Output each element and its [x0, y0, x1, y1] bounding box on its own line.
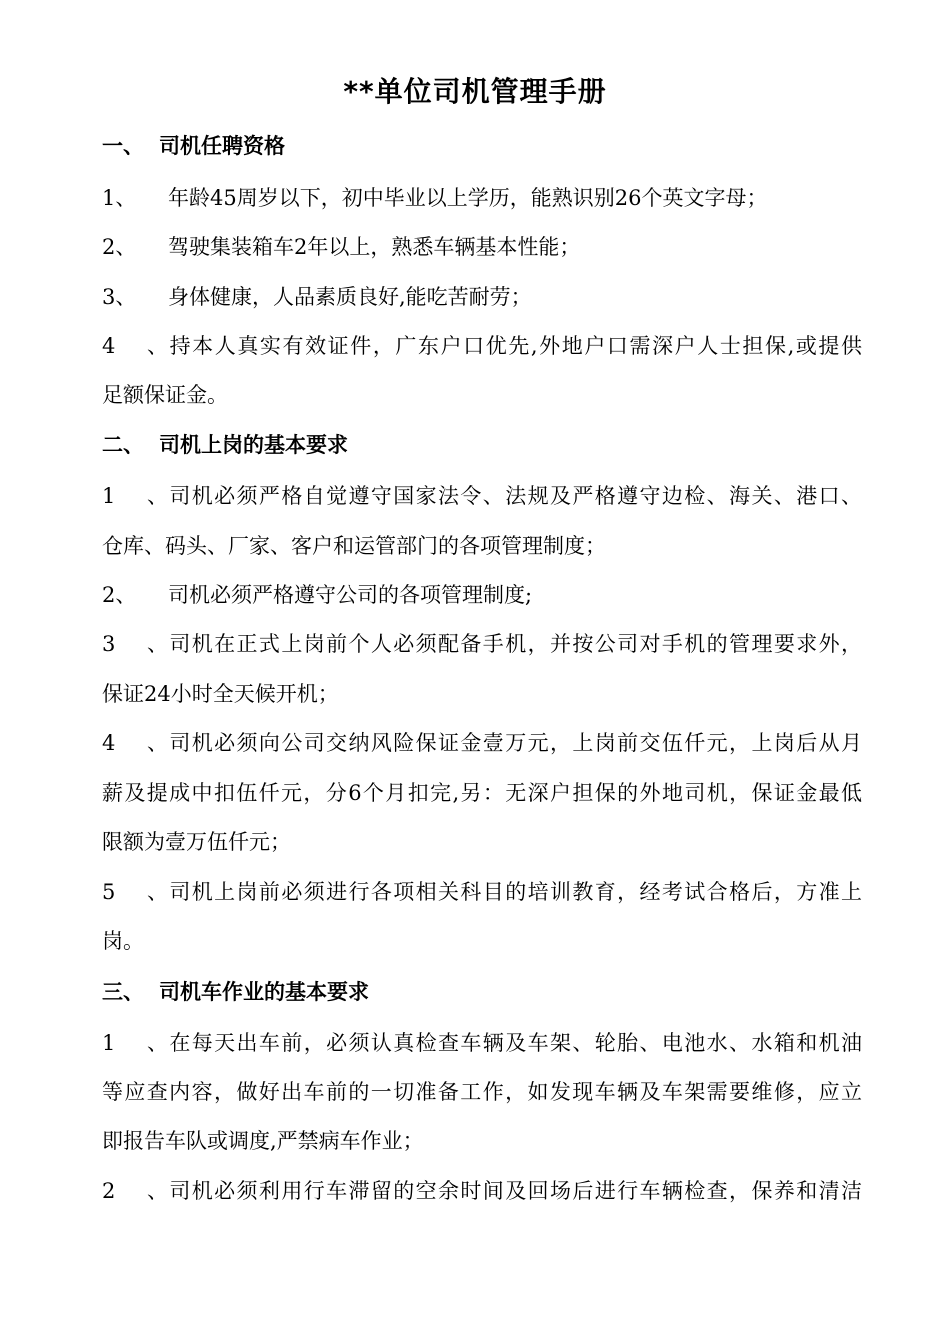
item-number: 4、: [102, 334, 168, 358]
item-continuation: 薪及提成中扣伍仟元，分6个月扣完,另：无深户担保的外地司机，保证金最低: [102, 781, 862, 805]
item-text: 持本人真实有效证件，广东户口优先,外地户口需深户人士担保,或提供: [168, 334, 862, 358]
section-title: 司机任聘资格: [159, 134, 285, 158]
item-continuation: 岗。: [102, 929, 144, 953]
item-continuation: 限额为壹万伍仟元；: [102, 830, 291, 854]
item-text: 司机必须严格自觉遵守国家法令、法规及严格遵守边检、海关、港口、: [168, 484, 862, 508]
list-item: [102, 330, 862, 362]
item-continuation: 即报告车队或调度,严禁病车作业；: [102, 1129, 424, 1153]
page-title: **单位司机管理手册: [343, 75, 607, 108]
list-item: [102, 727, 862, 759]
item-number: 4、: [102, 731, 168, 755]
item-text: 司机必须严格遵守公司的各项管理制度;: [168, 583, 533, 607]
item-text: 年龄45周岁以下，初中毕业以上学历，能熟识别26个英文字母；: [168, 186, 768, 210]
item-continuation: 仓库、码头、厂家、客户和运管部门的各项管理制度；: [102, 534, 606, 558]
list-item: [102, 281, 862, 313]
item-continuation: 等应查内容，做好出车前的一切准备工作，如发现车辆及车架需要维修，应立: [102, 1080, 862, 1104]
item-number: 1、: [102, 484, 168, 508]
item-number: 2、: [102, 583, 137, 607]
section-heading-1: [102, 130, 862, 162]
item-number: 5、: [102, 880, 168, 904]
item-text: 身体健康，人品素质良好,能吃苦耐劳；: [168, 285, 532, 309]
item-text: 司机在正式上岗前个人必须配备手机，并按公司对手机的管理要求外，: [168, 632, 862, 656]
section-heading-3: [102, 976, 862, 1008]
section-title: 司机车作业的基本要求: [159, 980, 369, 1004]
item-number: 1、: [102, 186, 137, 210]
section-number: 三、: [102, 980, 144, 1004]
section-title: 司机上岗的基本要求: [159, 433, 348, 457]
section-number: 一、: [102, 134, 144, 158]
list-item: [102, 1027, 862, 1059]
list-item: [102, 231, 862, 263]
section-number: 二、: [102, 433, 144, 457]
item-number: 1、: [102, 1031, 168, 1055]
item-text: 在每天出车前，必须认真检查车辆及车架、轮胎、电池水、水箱和机油: [168, 1031, 862, 1055]
list-item: [102, 628, 862, 660]
item-text: 司机必须利用行车滞留的空余时间及回场后进行车辆检查，保养和清洁: [168, 1179, 862, 1203]
item-continuation: 足额保证金。: [102, 383, 228, 407]
list-item: [102, 182, 862, 214]
item-continuation: 保证24小时全天候开机；: [102, 682, 339, 706]
list-item: [102, 579, 862, 611]
item-text: 驾驶集装箱车2年以上，熟悉车辆基本性能；: [168, 235, 581, 259]
section-heading-2: [102, 429, 862, 461]
item-text: 司机上岗前必须进行各项相关科目的培训教育，经考试合格后，方准上: [168, 880, 862, 904]
item-text: 司机必须向公司交纳风险保证金壹万元，上岗前交伍仟元，上岗后从月: [168, 731, 862, 755]
list-item: [102, 876, 862, 908]
list-item: [102, 1175, 862, 1207]
item-number: 3、: [102, 632, 168, 656]
list-item: [102, 480, 862, 512]
item-number: 3、: [102, 285, 137, 309]
item-number: 2、: [102, 1179, 168, 1203]
item-number: 2、: [102, 235, 137, 259]
